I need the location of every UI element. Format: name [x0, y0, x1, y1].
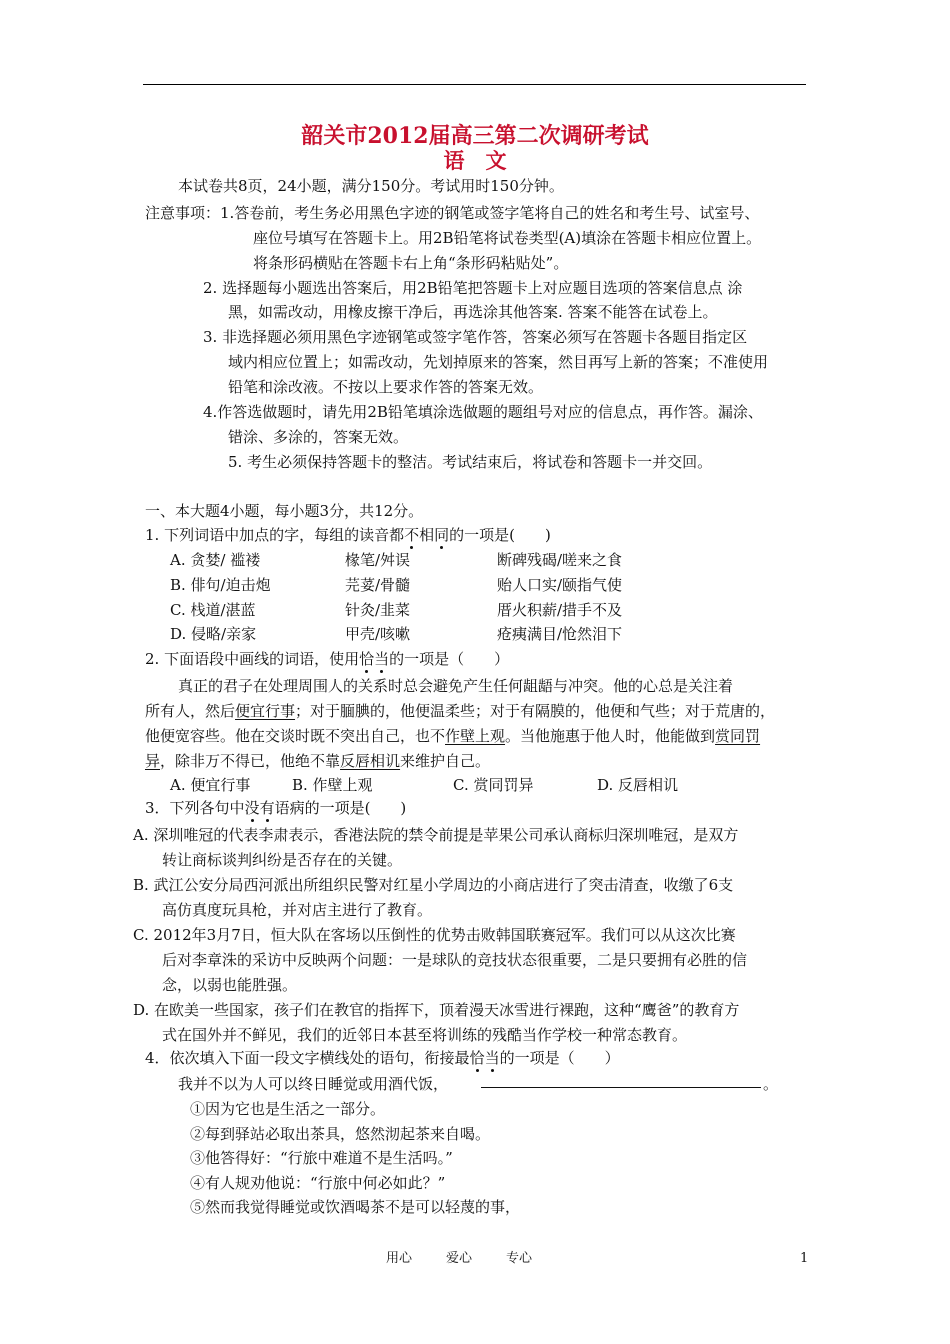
q3-stem [145, 798, 406, 818]
q1-option-d-col3: 疮痍满目/怆然泪下 [497, 625, 623, 643]
footer-motto-2: 爱心 [446, 1251, 473, 1266]
q2-stem [145, 649, 509, 669]
q3-option-d-line-2: 式在国外并不鲜见，我们的近邻日本甚至将训练的残酷当作学校一种常态教育。 [162, 1026, 688, 1044]
underlined-term: 便宜行事 [235, 702, 296, 720]
underlined-term: 作壁上观 [445, 727, 506, 745]
document-subject: 语 文 [443, 148, 507, 173]
section-1-heading: 一、本大题4小题，每小题3分，共12分。 [145, 502, 424, 520]
q4-stem [145, 1048, 620, 1068]
q1-stem-text: 1. 下列词语中加点的字，每组的读音都 [145, 526, 405, 544]
q3-option-c-line-3: 念，以弱也能胜强。 [162, 976, 298, 994]
note-1-line-1: 1.答卷前，考生务必用黑色字迹的钢笔或签字笔将自己的姓名和考生号、试室号、 [220, 204, 760, 222]
q2-stem-text: 的一项是（ ） [389, 650, 510, 668]
document-title: 韶关市2012届高三第二次调研考试 [301, 123, 649, 149]
q1-option-b-col3: 贻人口实/颐指气使 [497, 576, 623, 594]
note-1-line-2: 座位号填写在答题卡上。用2B铅笔将试卷类型(A)填涂在答题卡相应位置上。 [253, 229, 762, 247]
underlined-term: 异 [145, 752, 161, 770]
underlined-term: 反唇相讥 [340, 752, 401, 770]
note-3-line-2: 域内相应位置上；如需改动，先划掉原来的答案，然目再写上新的答案；不准使用 [228, 353, 769, 371]
intro-line: 本试卷共8页，24小题，满分150分。考试用时150分钟。 [178, 177, 564, 195]
emphasis-dot-char: 恰 [359, 650, 375, 668]
q2-option-a: A. 便宜行事 [170, 776, 251, 794]
note-3-line-1: 3. 非选择题必须用黑色字迹钢笔或签字笔作答，答案必须写在答题卡各题目指定区 [203, 328, 748, 346]
q4-stem-text: 的一项是（ ） [499, 1049, 620, 1067]
q3-option-a-line-2: 转让商标谈判纠纷是否存在的关键。 [162, 851, 403, 869]
q4-stem-text: 4．依次填入下面一段文字横线处的语句，衔接最 [145, 1049, 470, 1067]
q2-passage-line-3 [145, 726, 760, 746]
footer-motto-1: 用心 [386, 1251, 413, 1266]
q1-stem-text: 的一项是( ) [449, 526, 551, 544]
q2-passage-line-2 [145, 701, 775, 721]
note-1-line-3: 将条形码横贴在答题卡右上角“条形码粘贴处”。 [253, 254, 569, 272]
q2-stem-text: 2. 下面语段中画线的词语，使用 [145, 650, 360, 668]
q4-lead-end: 。 [763, 1075, 779, 1093]
q3-option-a-line-1: A. 深圳唯冠的代表李肃表示，香港法院的禁令前提是苹果公司承认商标归深圳唯冠，是双方 [133, 826, 739, 844]
note-3-line-3: 铅笔和涂改液。不按以上要求作答的答案无效。 [228, 378, 544, 396]
note-2-line-2: 黑，如需改动，用橡皮擦干净后，再选涂其他答案. 答案不能答在试卷上。 [228, 303, 718, 321]
q3-option-c-line-1: C. 2012年3月7日，恒大队在客场以压倒性的优势击败韩国联赛冠军。我们可以从这次比赛 [133, 926, 736, 944]
emphasis-dot-char: 没 [244, 799, 260, 817]
q3-option-b-line-2: 高仿真度玩具枪，并对店主进行了教育。 [162, 901, 433, 919]
q3-option-c-line-2: 后对李章洙的采访中反映两个问题：一是球队的竞技状态很重要，二是只要拥有必胜的信 [162, 951, 748, 969]
q4-item-2: ②每到驿站必取出茶具，悠然沏起茶来自喝。 [190, 1125, 491, 1143]
q2-passage-line-4 [145, 751, 490, 771]
note-2-line-1: 2. 选择题每小题选出答案后，用2B铅笔把答题卡上对应题目选项的答案信息点 涂 [203, 279, 743, 297]
underlined-term: 赏同罚 [715, 727, 761, 745]
q1-option-c-col1: C. 栈道/湛蓝 [170, 601, 256, 619]
q4-item-4: ④有人规劝他说：“行旅中何必如此？” [190, 1174, 446, 1192]
q1-option-b-col2: 芫荽/骨髓 [345, 576, 411, 594]
q1-option-c-col3: 厝火积薪/措手不及 [497, 601, 623, 619]
q1-option-a-col1: A. 贪婪/ 褴褛 [170, 551, 261, 569]
q3-option-b-line-1: B. 武江公安分局西河派出所组织民警对红星小学周边的小商店进行了突击清查，收缴了6支 [133, 876, 734, 894]
passage-text: ，除非万不得已，他绝不靠 [160, 752, 341, 770]
q1-option-c-col2: 针灸/韭菜 [345, 601, 411, 619]
q2-option-b: B. 作壁上观 [292, 776, 373, 794]
q1-option-a-col2: 椽笔/舛误 [345, 551, 411, 569]
q2-option-c: C. 赏同罚异 [453, 776, 534, 794]
q1-stem-text: 相 [419, 526, 435, 544]
emphasis-dot-char: 当 [374, 650, 390, 668]
note-4-line-1: 4.作答选做题时，请先用2B铅笔填涂选做题的题组号对应的信息点，再作答。漏涂、 [203, 403, 763, 421]
fill-in-blank-line [481, 1087, 761, 1088]
q2-passage-line-1: 真正的君子在处理周围人的关系时总会避免产生任何龃龉与冲突。他的心总是关注着 [178, 677, 734, 695]
note-5-line-1: 5. 考生必须保持答题卡的整洁。考试结束后，将试卷和答题卡一并交回。 [228, 453, 713, 471]
q4-item-5: ⑤然而我觉得睡觉或饮酒喝茶不是可以轻蔑的事， [190, 1198, 521, 1216]
q3-stem-text: 语病的一项是( ) [274, 799, 407, 817]
q3-option-d-line-1: D. 在欧美一些国家，孩子们在教官的指挥下，顶着漫天冰雪进行裸跑，这种“鹰爸”的教育方 [133, 1001, 740, 1019]
emphasis-dot-char: 有 [259, 799, 275, 817]
notes-label: 注意事项： [145, 204, 221, 222]
emphasis-dot-char: 当 [484, 1049, 500, 1067]
footer-motto-3: 专心 [506, 1251, 533, 1266]
passage-text: ；对于腼腆的，他便温柔些；对于有隔膜的，他便和气些；对于荒唐的， [295, 702, 776, 720]
page-number: 1 [800, 1251, 809, 1266]
q1-option-d-col2: 甲壳/咳嗽 [345, 625, 411, 643]
passage-text: 来维护自己。 [400, 752, 491, 770]
emphasis-dot-char: 不 [404, 526, 420, 544]
q4-item-1: ①因为它也是生活之一部分。 [190, 1100, 386, 1118]
q2-option-d: D. 反唇相讥 [597, 776, 679, 794]
passage-text: 。当他施惠于他人时，他能做到 [505, 727, 716, 745]
q1-option-a-col3: 断碑残碣/嗟来之食 [497, 551, 623, 569]
emphasis-dot-char: 同 [434, 526, 450, 544]
passage-text: 他便宽容些。他在交谈时既不突出自己，也不 [145, 727, 446, 745]
emphasis-dot-char: 恰 [469, 1049, 485, 1067]
header-rule [143, 84, 806, 85]
q1-option-d-col1: D. 侵略/亲家 [170, 625, 257, 643]
q4-item-3: ③他答得好：“行旅中难道不是生活吗。” [190, 1149, 453, 1167]
q4-lead-sentence: 我并不以为人可以终日睡觉或用酒代饭， [178, 1075, 449, 1093]
passage-text: 所有人，然后 [145, 702, 236, 720]
q3-stem-text: 3．下列各句中 [145, 799, 245, 817]
q1-option-b-col1: B. 俳句/迫击炮 [170, 576, 271, 594]
q1-stem [145, 525, 551, 545]
note-4-line-2: 错涂、多涂的，答案无效。 [228, 428, 409, 446]
